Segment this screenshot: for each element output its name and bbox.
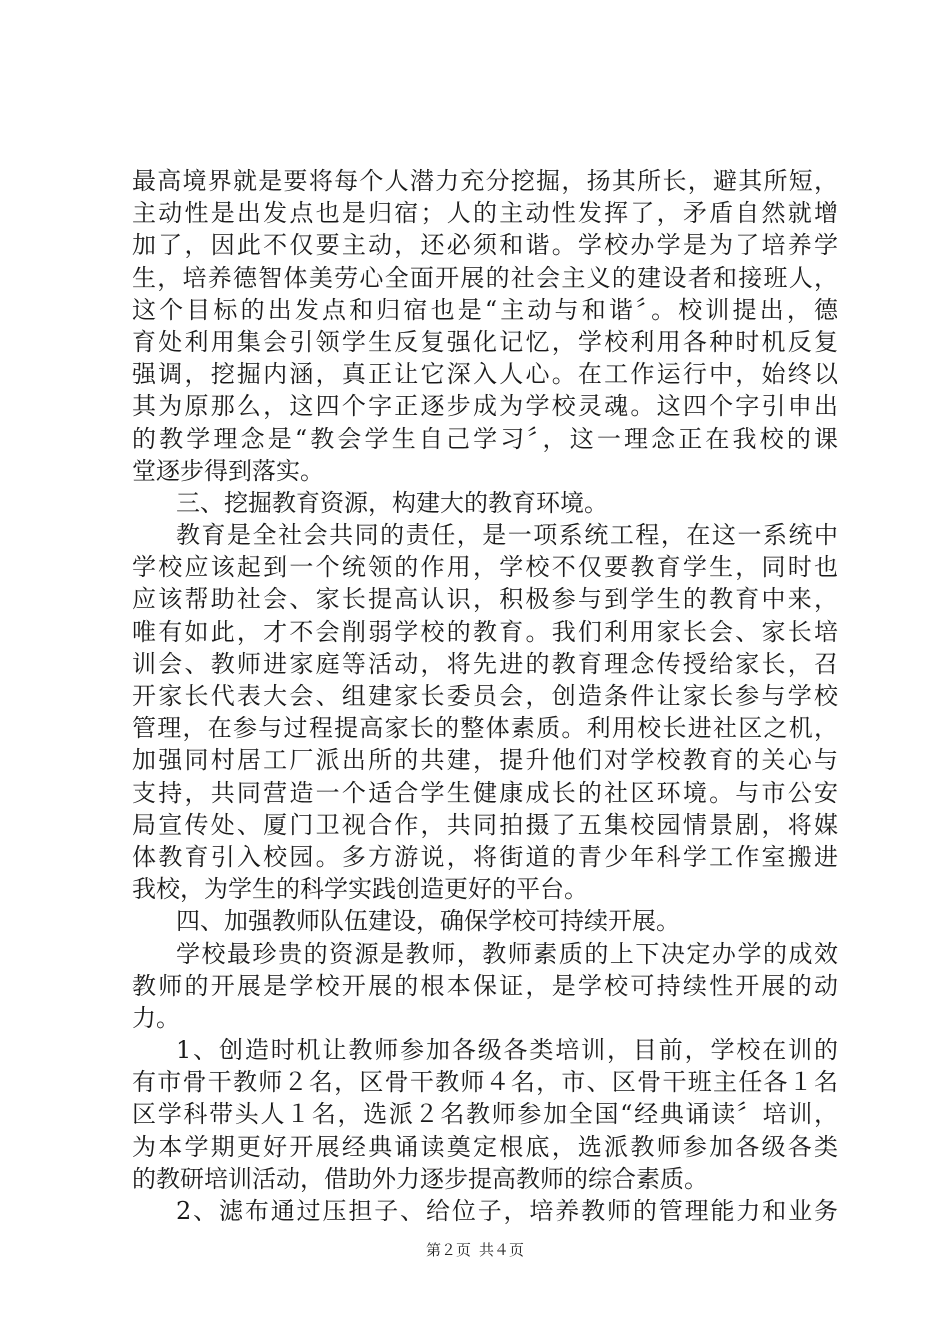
- text-line: 加强同村居工厂派出所的共建，提升他们对学校教育的关心与: [132, 746, 838, 775]
- text-line: 堂逐步得到落实。: [132, 456, 324, 485]
- text-line: 教师的开展是学校开展的根本保证，是学校可持续性开展的动: [132, 971, 838, 1000]
- text-line: 管理，在参与过程提高家长的整体素质。利用校长进社区之机，: [132, 714, 838, 743]
- document-body: [132, 165, 838, 1227]
- text-line: 训会、教师进家庭等活动，将先进的教育理念传授给家长，召: [132, 649, 838, 678]
- text-line: 唯有如此，才不会削弱学校的教育。我们利用家长会、家长培: [132, 617, 838, 646]
- text-line: 其为原那么，这四个字正逐步成为学校灵魂。这四个字引申出: [132, 392, 838, 421]
- section-heading: 三、挖掘教育资源，构建大的教育环境。: [176, 488, 608, 517]
- text-line: 我校，为学生的科学实践创造更好的平台。: [132, 875, 588, 904]
- section-heading: 四、加强教师队伍建设，确保学校可持续开展。: [176, 907, 680, 936]
- text-line: 加了，因此不仅要主动，还必须和谐。学校办学是为了培养学: [132, 231, 838, 260]
- text-line: 的教研培训活动，借助外力逐步提高教师的综合素质。: [132, 1164, 708, 1193]
- text-line: 有市骨干教师２名，区骨干教师４名，市、区骨干班主任各１名: [132, 1068, 838, 1097]
- text-line: 为本学期更好开展经典诵读奠定根底，选派教师参加各级各类: [132, 1132, 838, 1161]
- text-line: 育处利用集会引领学生反复强化记忆，学校利用各种时机反复: [132, 327, 838, 356]
- page-number: 第２页: [425, 1241, 471, 1259]
- page-total: 共４页: [479, 1241, 525, 1259]
- text-line: 学校最珍贵的资源是教师，教师素质的上下决定办学的成效: [176, 939, 838, 968]
- text-line: 支持，共同营造一个适合学生健康成长的社区环境。与市公安: [132, 778, 838, 807]
- text-line: 这个目标的出发点和归宿也是“主动与和谐〞。校训提出，德: [132, 295, 838, 324]
- text-line: 体教育引入校园。多方游说，将街道的青少年科学工作室搬进: [132, 842, 838, 871]
- text-line: 的教学理念是“教会学生自己学习〞，这一理念正在我校的课: [132, 424, 838, 453]
- text-line: 应该帮助社会、家长提高认识，积极参与到学生的教育中来，: [132, 585, 838, 614]
- text-line: 生，培养德智体美劳心全面开展的社会主义的建设者和接班人，: [132, 263, 838, 292]
- text-line: 开家长代表大会、组建家长委员会，创造条件让家长参与学校: [132, 682, 838, 710]
- page-footer: [0, 1240, 950, 1260]
- text-line: 教育是全社会共同的责任，是一项系统工程，在这一系统中: [176, 521, 838, 550]
- text-line: 学校应该起到一个统领的作用，学校不仅要教育学生，同时也: [132, 553, 838, 582]
- text-line: 1、创造时机让教师参加各级各类培训，目前，学校在训的: [176, 1036, 838, 1065]
- text-line: 最高境界就是要将每个人潜力充分挖掘，扬其所长，避其所短，: [132, 167, 838, 195]
- text-line: 局宣传处、厦门卫视合作，共同拍摄了五集校园情景剧，将媒: [132, 810, 838, 839]
- text-line: 强调，挖掘内涵，真正让它深入人心。在工作运行中，始终以: [132, 360, 838, 389]
- text-line: 力。: [132, 1003, 180, 1032]
- text-line: 区学科带头人１名，选派２名教师参加全国“经典诵读〞培训，: [132, 1100, 838, 1129]
- text-line: 2、滤布通过压担子、给位子，培养教师的管理能力和业务: [176, 1197, 838, 1225]
- text-line: 主动性是出发点也是归宿；人的主动性发挥了，矛盾自然就增: [132, 199, 838, 228]
